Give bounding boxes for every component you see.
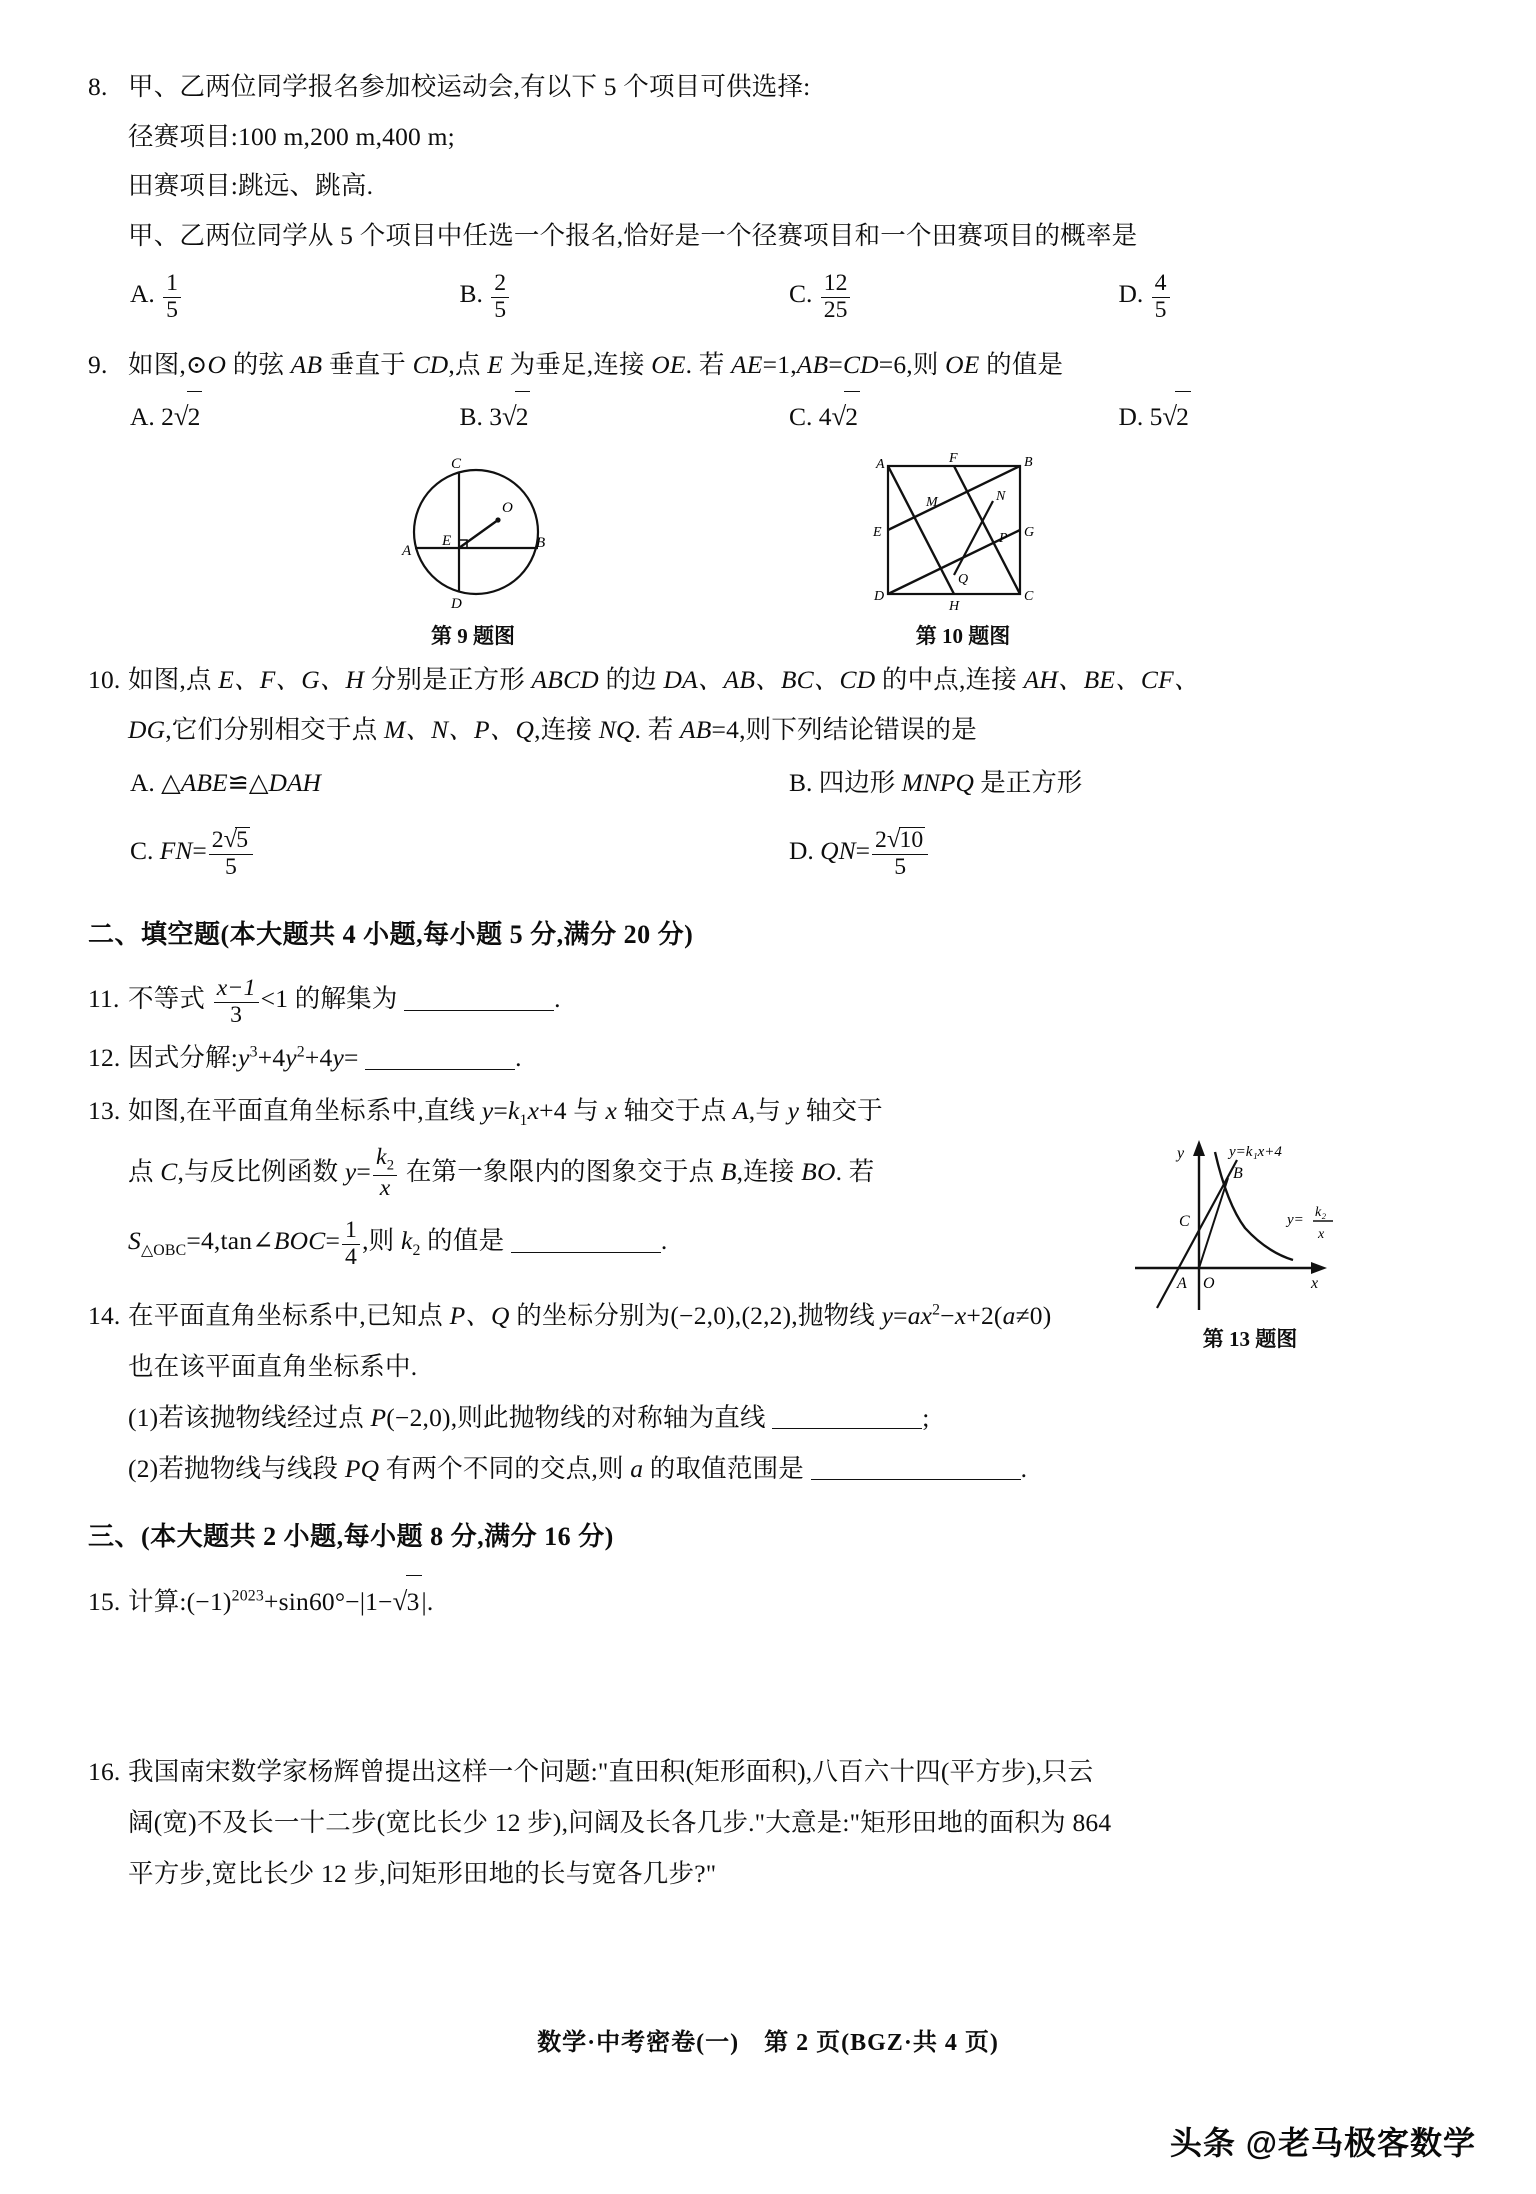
question-14-sub2-blank[interactable]	[811, 1453, 1021, 1481]
question-14-sub1-blank[interactable]	[772, 1402, 922, 1430]
q13-t10: . 若	[835, 1156, 875, 1186]
fig13-hyperbola-label-y: y=	[1287, 1212, 1304, 1228]
question-11-number: 11.	[88, 984, 120, 1014]
question-10-line2	[88, 705, 1448, 755]
fig10-label-N: N	[996, 488, 1006, 504]
q9-opt-a-sqrt: √2	[174, 390, 202, 442]
q9-t4: ,点	[448, 349, 488, 379]
question-14-line2: 也在该平面直角坐标系中.	[128, 1351, 418, 1381]
q12-y3: y	[332, 1042, 344, 1072]
question-16-line2: 阔(宽)不及长一十二步(宽比长少 12 步),问阔及长各几步."大意是:"矩形田地的面积为 864	[128, 1808, 1112, 1838]
watermark: 头条 @老马极客数学	[1169, 2125, 1476, 2161]
question-14-sub1	[88, 1392, 1448, 1443]
q9-opt-b-coef: 3	[489, 401, 503, 431]
q14-s2c: 的取值范围是	[643, 1453, 804, 1483]
q14-y: y	[881, 1300, 894, 1330]
q14-s1P: P	[370, 1402, 387, 1432]
figure-13	[1115, 1120, 1385, 1353]
q11-pre: 不等式	[128, 984, 212, 1014]
q9-opt-a-label: A.	[130, 401, 155, 431]
q14-eq: =	[893, 1300, 908, 1330]
q12-exp1: 3	[249, 1043, 258, 1061]
q14-a3: a	[1002, 1300, 1016, 1330]
q9-t5: 为垂足,连接	[503, 349, 652, 379]
fig10-label-B: B	[1024, 454, 1033, 470]
q15-mid: +sin60°−|1−	[264, 1586, 393, 1616]
fig10-label-G: G	[1024, 524, 1035, 540]
q14-t4: +2(	[966, 1300, 1003, 1330]
fig10-label-H: H	[949, 598, 960, 614]
q14-t2: 的坐标分别为(−2,0),(2,2),抛物线	[509, 1300, 882, 1330]
question-11	[88, 967, 1448, 1031]
question-8-stem	[88, 62, 1448, 112]
q13-t1: 如图,在平面直角坐标系中,直线	[128, 1096, 482, 1126]
figure-9	[358, 450, 588, 650]
question-15-number: 15.	[88, 1586, 121, 1616]
q13-k2sub: 2	[412, 1241, 421, 1259]
q9-OE: OE	[651, 349, 686, 379]
q10-opt-a-label: A.	[130, 768, 155, 798]
q14-t1: 在平面直角坐标系中,已知点	[128, 1300, 450, 1330]
q13-t11: =4,tan∠	[186, 1225, 274, 1255]
question-8-number: 8.	[88, 72, 108, 101]
q10-AB: AB	[679, 714, 712, 744]
q13-y: y	[481, 1096, 494, 1126]
question-9-stem	[88, 340, 1448, 390]
question-8-line4: 甲、乙两位同学从 5 个项目中任选一个报名,恰好是一个径赛项目和一个田赛项目的概率是	[128, 221, 1138, 251]
q10-dah: DAH	[268, 768, 321, 798]
q9-opt-c-label: C.	[789, 401, 813, 431]
q10-t3: 的边	[598, 664, 664, 694]
q9-opt-b-sqrt: √2	[502, 390, 530, 442]
q9-AE: AE	[731, 349, 763, 379]
q9-t1: 如图,⊙	[128, 349, 208, 379]
q14-t5: ≠0)	[1015, 1300, 1052, 1330]
q9-opt-a-coef: 2	[161, 401, 174, 431]
q9-opt-b-label: B.	[459, 401, 483, 431]
q10-abe: ABE	[180, 768, 228, 798]
option-d-fraction: $\frac{4}{5}$	[1152, 271, 1170, 323]
fig13-line-label: y=k₁x+4	[1229, 1144, 1282, 1160]
question-8-line3: 田赛项目:跳远、跳高.	[128, 171, 374, 201]
q14-s2end: .	[1020, 1453, 1028, 1483]
q15-pre: 计算:(−1)	[128, 1586, 232, 1616]
question-8-stem-text: 甲、乙两位同学报名参加校运动会,有以下 5 个项目可供选择:	[128, 72, 811, 101]
q14-s2b: 有两个不同的交点,则	[379, 1453, 631, 1483]
page-content	[88, 62, 1448, 1899]
q10-tri1: △	[161, 768, 181, 798]
q13-A: A	[733, 1096, 749, 1126]
question-8-option-c[interactable]	[789, 261, 1119, 326]
question-10-option-a[interactable]	[130, 754, 789, 813]
fig13-label-C: C	[1179, 1213, 1190, 1230]
q11-fraction: $\frac{x-1}{3}$	[214, 976, 259, 1028]
fig10-label-Q: Q	[958, 571, 969, 587]
section-2-heading: 二、填空题(本大题共 4 小题,每小题 5 分,满分 20 分)	[88, 920, 694, 950]
q9-t10: 的值是	[979, 349, 1064, 379]
q13-t4: ,与	[748, 1096, 788, 1126]
fig9-label-O: O	[502, 499, 513, 516]
fig9-label-E: E	[442, 532, 452, 549]
q13-S: S	[128, 1225, 141, 1255]
fig10-label-M: M	[926, 494, 938, 510]
q13-num: $k_2$	[375, 1144, 395, 1174]
q10-segs: AH、BE、CF、	[1023, 664, 1200, 694]
q10-opt-d-label: D.	[789, 835, 814, 865]
q10-tri2: △	[248, 768, 269, 798]
q10-t8: =4,则下列结论错误的是	[711, 714, 977, 744]
question-10-line1	[88, 655, 1448, 705]
question-11-answer-blank[interactable]	[404, 983, 554, 1011]
fig10-label-D: D	[874, 588, 885, 604]
question-12-answer-blank[interactable]	[365, 1042, 515, 1070]
q13-t5: 轴交于	[799, 1096, 883, 1126]
q13-eq3: =	[325, 1225, 341, 1255]
q10-d-num: 2√10	[875, 825, 924, 853]
question-10-option-b[interactable]	[789, 754, 1448, 813]
q10-DG: DG	[128, 714, 166, 744]
question-12-number: 12.	[88, 1042, 121, 1072]
q13-t8: 在第一象限内的图象交于点	[399, 1156, 721, 1186]
q9-t2: 的弦	[226, 349, 291, 379]
question-9-number: 9.	[88, 349, 108, 379]
question-8-options	[88, 261, 1448, 326]
question-10-options-row1	[88, 754, 1448, 813]
q13-k: k	[507, 1096, 520, 1126]
q15-sqrt: √3	[393, 1575, 422, 1629]
q10-sq: ABCD	[531, 664, 599, 694]
fig13-label-A: A	[1177, 1275, 1187, 1292]
fig10-label-A: A	[876, 456, 885, 472]
q12-post: .	[515, 1042, 522, 1072]
fig9-label-B: B	[536, 534, 546, 551]
q9-opt-d-coef: 5	[1149, 401, 1163, 431]
q13-t2: +4 与	[539, 1096, 606, 1126]
q13-hyperbola-fraction: $\frac{k_2}{x}$	[373, 1145, 397, 1201]
q10-quad: 四边形	[818, 768, 902, 798]
q9-opt-d-label: D.	[1118, 401, 1144, 431]
question-16-number: 16.	[88, 1757, 121, 1787]
option-d-label: D.	[1118, 278, 1144, 308]
question-16-line3: 平方步,宽比长少 12 步,问矩形田地的长与宽各几步?"	[128, 1859, 717, 1889]
q10-t2: 分别是正方形	[364, 664, 532, 694]
fig13-label-y: y	[1177, 1145, 1185, 1162]
q15-post: |.	[421, 1586, 434, 1616]
q12-p2: +4	[304, 1042, 333, 1072]
question-9-option-d[interactable]	[1119, 390, 1449, 442]
fig10-label-C: C	[1024, 588, 1034, 604]
fig9-label-C: C	[451, 455, 462, 472]
q13-x: x	[527, 1096, 540, 1126]
figure-10	[848, 450, 1078, 650]
q13-yaxis: y	[787, 1096, 800, 1126]
fig13-label-O: O	[1203, 1275, 1215, 1292]
q9-AB: AB	[290, 349, 323, 379]
q13-eq: =	[493, 1096, 508, 1126]
q12-p1: +4	[257, 1042, 286, 1072]
question-13-number: 13.	[88, 1096, 121, 1126]
q9-OE2: OE	[945, 349, 980, 379]
question-10-options-row2	[88, 813, 1448, 888]
q13-k2: k	[400, 1225, 413, 1255]
q9-opt-c-sqrt: √2	[832, 390, 860, 442]
q9-AB2: AB	[796, 349, 829, 379]
q13-xaxis: x	[605, 1096, 618, 1126]
q10-opt-b-label: B.	[789, 768, 813, 798]
q10-pts: E、F、G、H	[218, 664, 365, 694]
question-8-option-a[interactable]	[130, 261, 460, 326]
q13-end: .	[660, 1225, 668, 1255]
q14-s1a: (1)若该抛物线经过点	[128, 1402, 371, 1432]
q12-y1: y	[238, 1042, 250, 1072]
q10-QN: QN	[820, 835, 856, 865]
section-3-heading: 三、(本大题共 2 小题,每小题 8 分,满分 16 分)	[88, 1521, 614, 1551]
q10-t5: ,它们分别相交于点	[165, 714, 384, 744]
q13-eq2: =	[356, 1156, 371, 1186]
q10-eqd: =	[855, 835, 870, 865]
question-9-option-a[interactable]	[130, 390, 460, 442]
q13-Ssub: △OBC	[140, 1241, 187, 1259]
q13-t13: 的值是	[420, 1225, 505, 1255]
q14-a: a	[907, 1300, 921, 1330]
q9-t6: . 若	[685, 349, 732, 379]
q14-s1end: ;	[922, 1402, 930, 1432]
question-10-option-c[interactable]	[130, 813, 789, 888]
q14-t3: −	[940, 1300, 955, 1330]
question-8-option-d[interactable]	[1119, 261, 1449, 326]
q13-t9: ,连接	[736, 1156, 802, 1186]
fig13-label-B: B	[1233, 1165, 1243, 1182]
q9-opt-d-sqrt: √2	[1162, 390, 1190, 442]
q15-exp: 2023	[231, 1587, 265, 1605]
question-15	[88, 1575, 1448, 1629]
q14-s2a2: a	[630, 1453, 644, 1483]
page-footer: 数学·中考密卷(一) 第 2 页(BGZ·共 4 页)	[537, 2030, 999, 2056]
option-a-fraction: $\frac{1}{5}$	[163, 271, 181, 323]
fig13-hyperbola-num: k₂	[1315, 1205, 1327, 1220]
q14-x: x	[920, 1300, 933, 1330]
q13-B: B	[720, 1156, 737, 1186]
q9-t9: =6,则	[878, 349, 946, 379]
option-c-fraction: $\frac{12}{25}$	[821, 271, 851, 323]
q13-t7: ,与反比例函数	[177, 1156, 345, 1186]
option-a-label: A.	[130, 278, 155, 308]
q13-ksub: 1	[519, 1112, 528, 1130]
figure-13-caption: 第 13 题图	[1202, 1327, 1298, 1351]
question-16-line1	[88, 1746, 1448, 1797]
q9-opt-c-coef: 4	[818, 401, 832, 431]
q10-mnpq: MNPQ	[901, 768, 974, 798]
question-14-number: 14.	[88, 1300, 121, 1330]
q12-eq: =	[343, 1042, 359, 1072]
q9-t8: =	[828, 349, 843, 379]
q12-pre: 因式分解:	[128, 1042, 239, 1072]
q9-E: E	[487, 349, 504, 379]
q10-NQ: NQ	[598, 714, 635, 744]
q10-isSquare: 是正方形	[973, 768, 1083, 798]
q11-mid: <1 的解集为	[260, 984, 398, 1014]
question-9-option-c[interactable]	[789, 390, 1119, 442]
q13-BO: BO	[801, 1156, 836, 1186]
q9-t3: 垂直于	[322, 349, 413, 379]
q14-x2: x	[954, 1300, 967, 1330]
question-9-option-b[interactable]	[460, 390, 790, 442]
option-b-fraction: $\frac{2}{5}$	[491, 271, 509, 323]
q12-y2: y	[285, 1042, 297, 1072]
fig13-label-x: x	[1311, 1275, 1319, 1292]
figures-row	[88, 450, 1448, 655]
question-8-line2: 径赛项目:100 m,200 m,400 m;	[128, 121, 455, 151]
q10-c-num: 2√5	[211, 825, 249, 853]
figure-10-drawing	[848, 450, 1078, 615]
q11-post: .	[554, 984, 561, 1014]
q16-l1: 我国南宋数学家杨辉曾提出这样一个问题:"直田积(矩形面积),八百六十四(平方步),只云	[128, 1757, 1094, 1787]
question-10-option-d[interactable]	[789, 813, 1448, 888]
q10-opt-d-fraction: $\frac{2√10}{5}$	[872, 827, 928, 881]
q13-t12: ,则	[362, 1225, 401, 1255]
figure-9-drawing	[358, 450, 588, 615]
fig9-label-D: D	[451, 595, 462, 612]
q13-tan-fraction: $\frac{1}{4}$	[342, 1218, 360, 1270]
q10-t7: . 若	[634, 714, 680, 744]
figure-10-caption: 第 10 题图	[915, 623, 1011, 648]
q10-sides: DA、AB、BC、CD	[663, 664, 876, 694]
q9-t7: =1,	[762, 349, 797, 379]
fig10-label-P: P	[999, 530, 1008, 546]
q14-exp: 2	[932, 1301, 941, 1319]
q10-opt-c-label: C.	[130, 835, 154, 865]
question-14-sub2	[88, 1443, 1448, 1494]
question-9-options	[88, 390, 1448, 442]
fig10-label-E: E	[873, 524, 882, 540]
fig9-label-A: A	[402, 542, 412, 559]
q14-PQ: P、Q	[449, 1300, 510, 1330]
figure-13-drawing	[1115, 1120, 1385, 1320]
q10-opt-c-fraction: $\frac{2√5}{5}$	[209, 827, 253, 881]
q10-cong: ≌	[227, 768, 249, 798]
q9-CD: CD	[412, 349, 449, 379]
q13-t6: 点	[128, 1156, 161, 1186]
q13-C: C	[160, 1156, 178, 1186]
q14-s1b: (−2,0),则此抛物线的对称轴为直线	[386, 1402, 766, 1432]
question-13-answer-blank[interactable]	[511, 1225, 661, 1253]
q10-t4: 的中点,连接	[875, 664, 1024, 694]
q10-pts2: M、N、P、Q	[384, 714, 535, 744]
q14-s2a: (2)若抛物线与线段	[128, 1453, 345, 1483]
q10-FN: FN	[159, 835, 193, 865]
question-10-number: 10.	[88, 664, 121, 694]
q9-CD2: CD	[842, 349, 879, 379]
question-12	[88, 1031, 1448, 1085]
question-8-option-b[interactable]	[460, 261, 790, 326]
q13-angle: BOC	[273, 1225, 326, 1255]
option-c-label: C.	[789, 278, 813, 308]
q9-O: O	[207, 349, 227, 379]
fig13-hyperbola-den: x	[1318, 1227, 1325, 1242]
q13-y2: y	[344, 1156, 357, 1186]
q14-s2PQ: PQ	[344, 1453, 380, 1483]
fig10-label-F: F	[949, 450, 958, 466]
q12-exp2: 2	[296, 1043, 305, 1061]
q13-t3: 轴交于点	[617, 1096, 733, 1126]
q10-t6: ,连接	[534, 714, 599, 744]
q10-t1: 如图,点	[128, 664, 219, 694]
option-b-label: B.	[459, 278, 483, 308]
figure-9-caption: 第 9 题图	[431, 623, 515, 648]
q10-eqc: =	[192, 835, 207, 865]
